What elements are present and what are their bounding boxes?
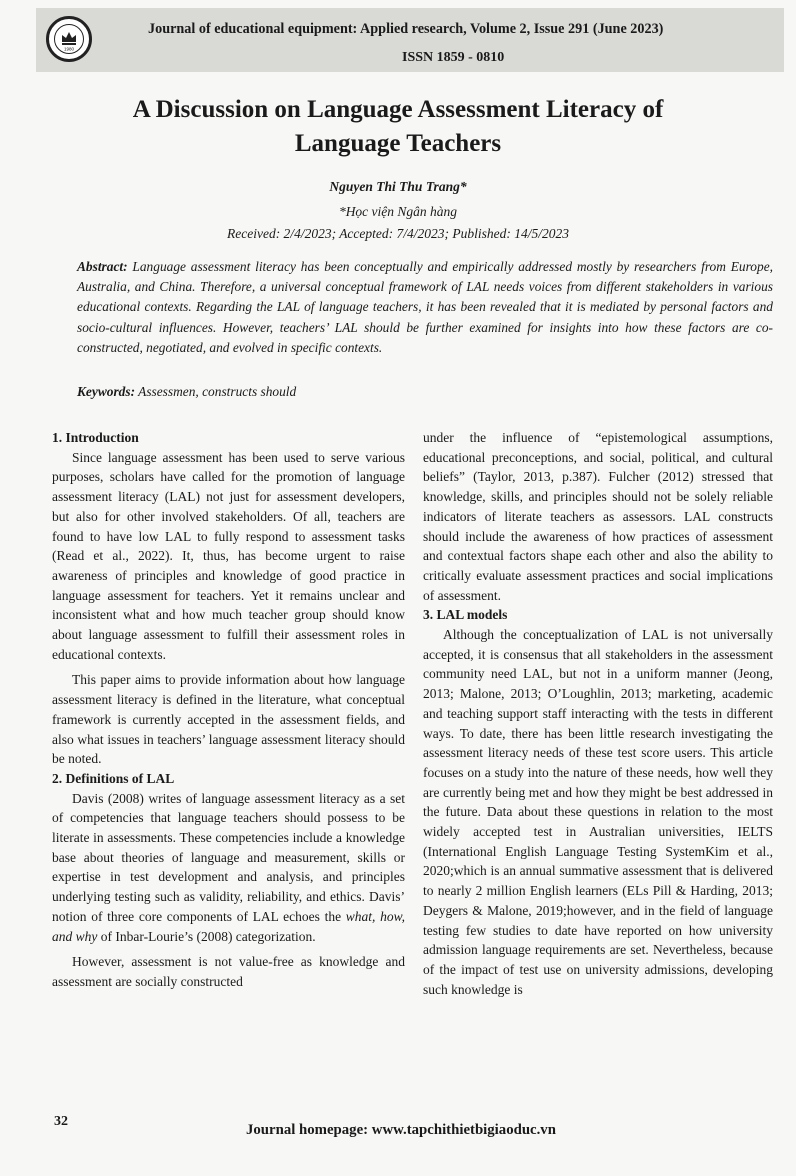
keywords-label: Keywords: [77, 384, 136, 399]
author-name: Nguyen Thi Thu Trang* [329, 179, 467, 194]
paragraph: under the influence of “epistemological assumptions, educational preconceptions, and social, political, and cultural beliefs” (Taylor, 2013, p.387). Fulcher (2012) stressed that knowledge, skills, and principles should not be solely reliable indicators of literate teachers as assessors. LAL constructs should include the awareness of how practices of assessment and contextual factors shape each other and also the ability to critically evaluate assessment practices and social implications of assessment. [423, 430, 773, 603]
left-column [52, 428, 405, 992]
title-line-2: Language Teachers [294, 130, 502, 157]
right-column [423, 428, 773, 999]
keywords [77, 384, 296, 400]
logo-year: 1980 [63, 46, 75, 52]
issn-line: ISSN 1859 - 0810 [402, 50, 505, 65]
paragraph: However, assessment is not value-free as knowledge and assessment are socially constructed [52, 954, 405, 989]
paragraph: Since language assessment has been used to serve various purposes, scholars have called for the promotion of language assessment literacy (LAL) not just for assessment developers, but also for other involved stakeholders. Of all, teachers are found to have low LAL to fully respond to assessment tasks (Read et al., 2022). It, thus, has become urgent to raise awareness of principles and knowledge of good practice in language assessment for teachers. Yet it remains unclear and inconsistent what and how much teacher group should know about language assessment to fulfill their assessment roles in educational contexts. [52, 449, 405, 662]
article-dates: Received: 2/4/2023; Accepted: 7/4/2023; Published: 14/5/2023 [226, 226, 570, 241]
abstract-label: Abstract: [77, 259, 128, 274]
paragraph-text: Davis (2008) writes of language assessment literacy as a set of competencies that language teachers should possess to be literate in assessments. These competencies include a knowledge base about theories of language and measurement, skills or expertise in test development and analysis, and principles underlying testing such as validity, reliability, and ethics. Davis’ notion of three core components of LAL echoes the [52, 790, 405, 924]
abstract-text: Language assessment literacy has been conceptually and empirically addressed mostly by researchers from Europe, Australia, and China. Therefore, a universal conceptual framework of LAL needs voices from different stakeholders in various educational contexts. Regarding the LAL of language teachers, it has been revealed that it is mediated by personal factors and socio-cultural influences. However, teachers’ LAL should be further examined for insights into how these factors are co-constructed, negotiated, and evolved in specific contexts. [77, 259, 773, 355]
paragraph: Although the conceptualization of LAL is not universally accepted, it is consensus that all stakeholders in the assessment community need LAL, but not in a uniform manner (Jeong, 2013; Malone, 2013; O’Loughlin, 2013; marketing, academic and teaching support staff interacting with the tests in different ways. To date, there has been little research investigating the assessment literacy needs of these test score users. This article focuses on a study into the nature of these needs, how well they are currently being met and how they might be best addressed in the future. Data about these questions in relation to the most widely accepted test in Australian universities, IELTS (International English Language Testing SystemKim et al., 2020;which is an annual summative assessment that is delivered to nearly 2 million English learners (ELs Pill & Harding, 2013; Deygers & Malone, 2019;however, and in the field of language testing few studies to date have reported on how university admission language requirements are set. Nevertheless, because of the impact of test use on university admissions, developing such knowledge is [423, 627, 773, 997]
article-title [60, 93, 736, 161]
page-number: 32 [54, 1114, 68, 1129]
paragraph-italic: what, how, and why [52, 908, 406, 944]
section-heading-definitions: 2. Definitions of LAL [52, 770, 175, 786]
journal-citation-line: Journal of educational equipment: Applied research, Volume 2, Issue 291 (June 2023) [148, 21, 664, 37]
paragraph [52, 789, 405, 947]
title-line-1: A Discussion on Language Assessment Literacy of [132, 96, 664, 123]
paragraph: This paper aims to provide information about how language assessment literacy is defined in the literature, what conceptual framework is currently accepted in the assessment fields, and also what issues in teachers’ language assessment literacy should be noted. [52, 672, 405, 767]
logo-emblem-icon [56, 26, 82, 52]
paragraph-text: of Inbar-Lourie’s (2008) categorization. [100, 928, 316, 944]
section-heading-lal-models: 3. LAL models [423, 607, 508, 623]
abstract [77, 257, 773, 358]
keywords-text: Assessmen, constructs should [138, 384, 297, 399]
journal-homepage: Journal homepage: www.tapchithietbigiaoduc.vn [246, 1122, 556, 1138]
section-heading-introduction: 1. Introduction [52, 430, 139, 445]
author-affiliation: *Học viện Ngân hàng [338, 204, 458, 219]
journal-logo [46, 16, 92, 62]
